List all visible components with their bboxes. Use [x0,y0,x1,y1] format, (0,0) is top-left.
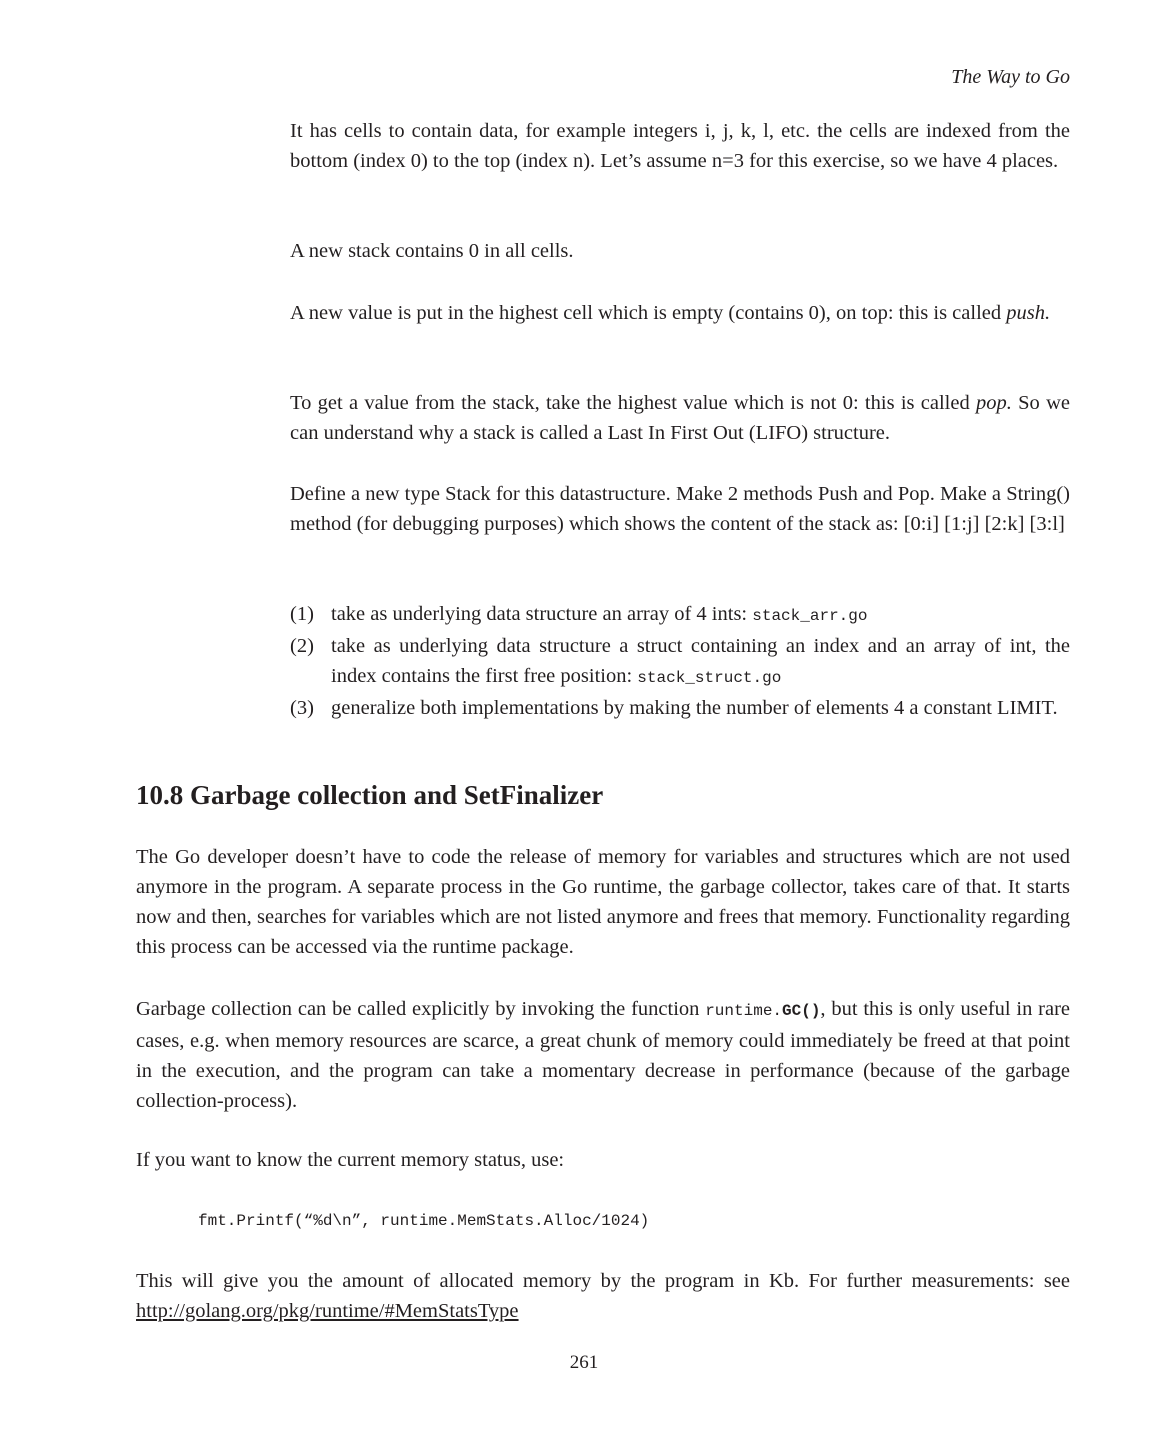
paragraph: Define a new type Stack for this datastructure. Make 2 methods Push and Pop. Make a String() method (for debugging purposes) which shows the content of the stack as: [0:i] [1:j] [2:k] [3:l] [290,483,1070,535]
inline-code-bold: GC() [782,1002,821,1020]
paragraph [136,1266,1070,1326]
list-number: (3) [290,697,314,719]
filename: stack_struct.go [637,669,782,687]
list-text [331,631,1070,693]
list-item [290,693,1070,723]
list-number: (2) [290,635,314,657]
text: take as underlying data structure an array of 4 ints: [331,603,753,625]
list-text: generalize both implementations by making the number of elements 4 a constant LIMIT. [331,697,1058,719]
text: This will give you the amount of allocated memory by the program in Kb. For further measurements: see [136,1270,1070,1292]
list-item [290,599,1070,631]
paragraph: It has cells to contain data, for example integers i, j, k, l, etc. the cells are indexed from the bottom (index 0) to the top (index n). Let’s assume n=3 for this exercise, so we have 4 places. [290,120,1070,172]
list-number: (1) [290,603,314,625]
emphasis: push. [1006,302,1051,324]
memstats-link[interactable]: http://golang.org/pkg/runtime/#MemStatsType [136,1300,519,1322]
text: So we can understand why a stack is called a Last In First Out (LIFO) structure. [290,392,1070,444]
running-header: The Way to Go [951,66,1070,88]
inline-code: runtime. [705,1002,783,1020]
paragraph: The Go developer doesn’t have to code the release of memory for variables and structures which are not used anymore in the program. A separate process in the Go runtime, the garbage collector, takes care of that. It starts now and then, searches for variables which are not listed anymore and frees that memory. Functionality regarding this process can be accessed via the runtime package. [136,846,1070,958]
text: A new value is put in the highest cell which is empty (contains 0), on top: this is called [290,302,1007,324]
exercise-list [290,599,1070,723]
paragraph [290,388,1070,448]
filename: stack_arr.go [752,607,868,625]
paragraph: If you want to know the current memory status, use: [136,1149,565,1171]
section-heading: 10.8 Garbage collection and SetFinalizer [136,780,604,810]
emphasis: pop. [976,392,1012,414]
text: To get a value from the stack, take the highest value which is not 0: this is called [290,392,976,414]
text: , but this is only useful in rare cases, e.g. when memory resources are scarce, a great chunk of memory could immediately be freed at that point in the execution, and the program can take a momentary decrease in performance (because of the garbage collection-process). [136,998,1070,1112]
page-number: 261 [569,1352,599,1373]
paragraph: A new stack contains 0 in all cells. [290,240,574,262]
code-block: fmt.Printf(“%d\n”, runtime.MemStats.Alloc/1024) [198,1212,650,1230]
text: take as underlying data structure a struct containing an index and an array of int, the index contains the first free position: [331,635,1070,687]
list-text [331,599,1070,631]
paragraph [290,298,1070,328]
text: Garbage collection can be called explicitly by invoking the function [136,998,706,1020]
paragraph [136,994,1070,1116]
list-item [290,631,1070,693]
